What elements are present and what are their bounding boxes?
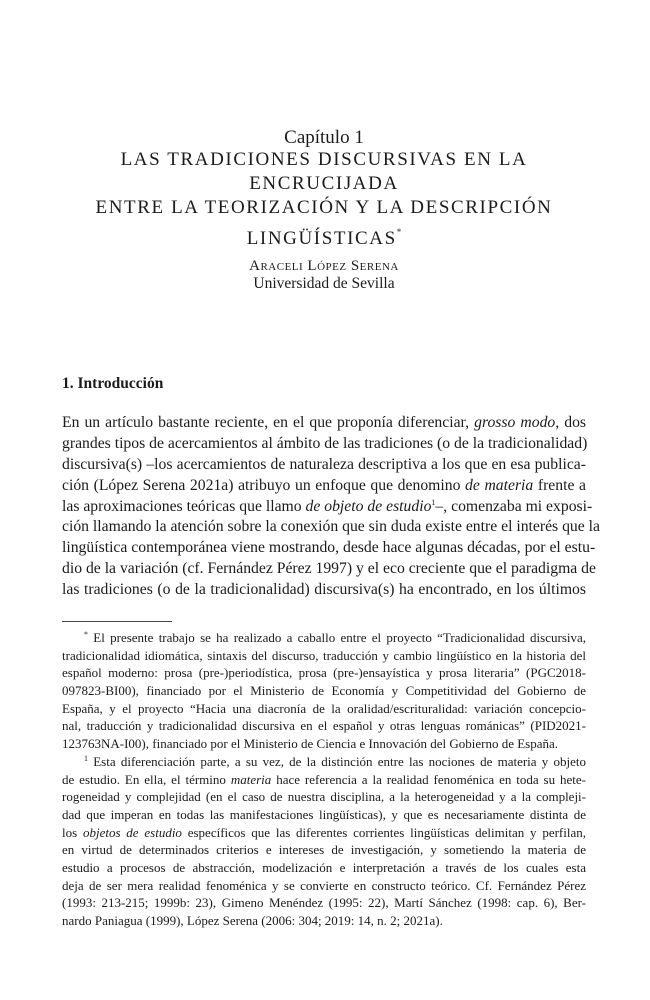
text-run: En un artículo bastante reciente, en el que proponía diferenciar, bbox=[62, 414, 475, 431]
title-line-text: LINGÜÍSTICAS bbox=[246, 228, 397, 249]
footnote-line bbox=[62, 753, 586, 771]
footnote-line: estudio a procesos de abstracción, modelización e interpretación a través de los cuales esta bbox=[62, 859, 586, 875]
book-page bbox=[62, 0, 600, 1000]
text-run: hace referencia a la realidad fenoménica en toda su hete- bbox=[271, 771, 587, 787]
body-paragraph bbox=[62, 413, 600, 601]
footnote-line: español moderno: prosa (pre-)periodística, prosa (pre-)ensayística y prosa literaria” (PGC2018- bbox=[62, 665, 586, 681]
footnote-reference: 1 bbox=[431, 497, 436, 507]
text-run: , dos bbox=[555, 414, 587, 431]
body-line: grandes tipos de acercamientos al ámbito de las tradiciones (o de la tradicionalidad) bbox=[62, 434, 588, 452]
body-line: ción llamando la atención sobre la conexión que sin duda existe entre el interés que la bbox=[62, 518, 600, 536]
body-line bbox=[62, 497, 593, 518]
text-run: Esta diferenciación parte, a su vez, de la distinción entre las nociones de materia y objeto bbox=[93, 753, 587, 769]
footnote-line bbox=[62, 629, 586, 647]
footnote-line: 123763NA-I00), financiado por el Ministerio de Ciencia e Innovación del Gobierno de España. bbox=[62, 736, 559, 752]
footnote-line: nal, traducción y tradicionalidad discursiva en el español y otras lenguas románicas” (PID2021- bbox=[62, 718, 586, 734]
footnote-line: (1993: 213-215; 1999b: 23), Gimeno Menéndez (1995: 22), Martí Sánchez (1998: cap. 6), Ber- bbox=[62, 895, 586, 911]
author-affiliation: Universidad de Sevilla bbox=[253, 275, 395, 292]
footnote-mark: * bbox=[84, 630, 88, 639]
footnote-line: rogeneidad y complejidad (en el caso de nuestra disciplina, a la heterogeneidad y a la compleji- bbox=[62, 789, 586, 805]
body-line: las tradiciones (o de la tradicionalidad) discursiva(s) ha encontrado, en los últimos bbox=[62, 581, 586, 599]
italic-term: grosso modo bbox=[474, 414, 556, 431]
footnote-line: en virtud de determinados criterios e intereses de investigación, y sometiendo la materia de bbox=[62, 842, 586, 858]
footnote-line bbox=[62, 771, 586, 789]
title-line: ENTRE LA TEORIZACIÓN Y LA DESCRIPCIÓN bbox=[95, 197, 553, 218]
footnote-line: deja de ser mera realidad fenoménica y se convierte en constructo teórico. Cf. Fernández Pérez bbox=[62, 877, 586, 893]
text-run: ción (López Serena 2021a) atribuyo un enfoque que denomino bbox=[62, 476, 466, 494]
footnote-line: 097823-BI00), financiado por el Ministerio de Economía y Competitividad del Gobierno de bbox=[62, 683, 586, 699]
body-line: dio de la variación (cf. Fernández Pérez 1997) y el eco creciente que el paradigma de bbox=[62, 560, 596, 578]
italic-term: materia bbox=[230, 771, 272, 787]
title-line bbox=[62, 220, 586, 251]
footnote-separator bbox=[62, 621, 172, 622]
text-run: El presente trabajo se ha realizado a caballo entre el proyecto “Tradicionalidad discursiva, bbox=[93, 630, 587, 645]
title-line: LAS TRADICIONES DISCURSIVAS EN LA ENCRUCIJADA bbox=[120, 149, 528, 194]
text-run: de estudio. En ella, el término bbox=[62, 771, 231, 787]
footnote-line: nardo Paniagua (1999), López Serena (2006: 304; 2019: 14, n. 2; 2021a). bbox=[62, 913, 443, 928]
body-line: lingüística contemporánea viene mostrando, desde hace algunas décadas, por el estu- bbox=[62, 539, 596, 557]
text-run: las aproximaciones teóricas que llamo bbox=[62, 497, 306, 515]
footnote-line bbox=[62, 824, 586, 842]
italic-term: de objeto de estudio bbox=[305, 497, 432, 515]
body-line: discursiva(s) –los acercamientos de naturaleza descriptiva a los que en esa publica- bbox=[62, 455, 586, 473]
italic-term: objetos de estudio bbox=[82, 824, 182, 840]
title-note-mark: * bbox=[396, 227, 402, 237]
footnote-line: tradicionalidad idiomática, sintaxis del discurso, traducción y cambio lingüístico en la historia del bbox=[62, 647, 586, 663]
chapter-title bbox=[62, 148, 586, 251]
chapter-label: Capítulo 1 bbox=[284, 127, 364, 148]
body-line bbox=[62, 413, 586, 434]
text-run: específicos que las diferentes corrientes lingüísticas delimitan y perfilan, bbox=[181, 824, 587, 840]
italic-term: de materia bbox=[465, 476, 534, 494]
text-run: –, comenzaba mi exposi- bbox=[435, 497, 593, 515]
text-run: frente a bbox=[533, 476, 587, 494]
body-line bbox=[62, 476, 586, 497]
text-run: los bbox=[62, 824, 83, 840]
section-heading: 1. Introducción bbox=[62, 375, 164, 392]
author-name: Araceli López Serena bbox=[249, 258, 399, 274]
footnotes bbox=[62, 629, 586, 930]
footnote-mark: 1 bbox=[84, 753, 88, 763]
footnote-line: dad que imperan en todas las manifestaciones lingüísticas), y que es necesariamente distinta de bbox=[62, 806, 586, 822]
footnote-line: España, y el proyecto “Hacia una diacronía de la oralidad/escrituralidad: variación concepcio- bbox=[62, 700, 586, 716]
